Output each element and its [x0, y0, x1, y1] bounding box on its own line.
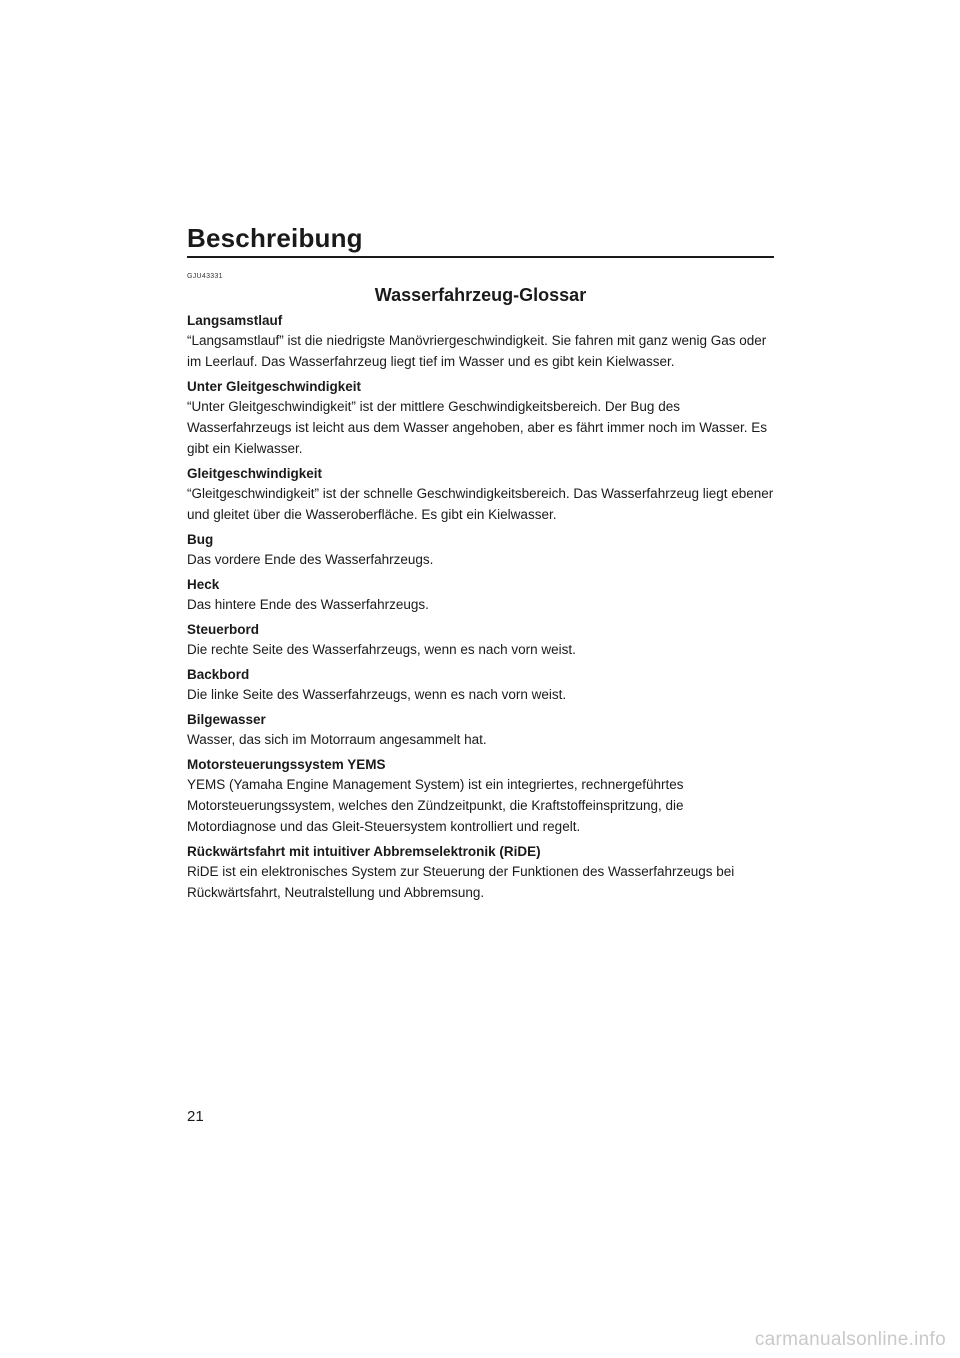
- glossary-definition: Das hintere Ende des Wasserfahrzeugs.: [187, 597, 429, 612]
- glossary-definition: “Gleitgeschwindigkeit” ist der schnelle Geschwindigkeitsbereich. Das Wasserfahrzeug liegt ebener und gleitet über die Wasseroberfläche. Es gibt ein Kielwasser.: [187, 486, 774, 522]
- glossary-term: Bug: [187, 532, 214, 547]
- glossary-entry: [187, 465, 774, 525]
- glossary-term: Rückwärtsfahrt mit intuitiver Abbremselektronik (RiDE): [187, 844, 541, 859]
- glossary-term: Backbord: [187, 667, 250, 682]
- glossary-entry: [187, 711, 774, 750]
- glossary-definition: YEMS (Yamaha Engine Management System) ist ein integriertes, rechnergeführtes Motorsteuerungssystem, welches den Zündzeitpunkt, die Kraftstoffeinspritzung, die Motordiagnose und das Gleit-Steuersystem kontrolliert und regelt.: [187, 777, 684, 834]
- page-header: [187, 222, 774, 258]
- glossary-entry: [187, 843, 774, 903]
- glossary-definition: “Unter Gleitgeschwindigkeit” ist der mittlere Geschwindigkeitsbereich. Der Bug des Wasserfahrzeugs ist leicht aus dem Wasser angehoben, aber es fährt immer noch im Wasser. Es gibt ein Kielwasser.: [187, 399, 767, 456]
- glossary-entry: [187, 531, 774, 570]
- glossary-term: Langsamstlauf: [187, 313, 283, 328]
- glossary-term: Steuerbord: [187, 622, 260, 637]
- glossary-term: Bilgewasser: [187, 712, 266, 727]
- header-divider: [187, 256, 774, 258]
- glossary-term: Heck: [187, 577, 220, 592]
- glossary-entry: [187, 576, 774, 615]
- glossary-definition: “Langsamstlauf” ist die niedrigste Manövriergeschwindigkeit. Sie fahren mit ganz wenig Gas oder im Leerlauf. Das Wasserfahrzeug liegt tief im Wasser und es gibt kein Kielwasser.: [187, 333, 767, 369]
- glossary-definition: RiDE ist ein elektronisches System zur Steuerung der Funktionen des Wasserfahrzeugs bei Rückwärtsfahrt, Neutralstellung und Abbremsung.: [187, 864, 735, 900]
- chapter-title: Beschreibung: [187, 223, 363, 253]
- section-title: Wasserfahrzeug-Glossar: [374, 285, 587, 305]
- section-code: GJU43331: [187, 273, 223, 280]
- glossary-entry: [187, 666, 774, 705]
- glossary-entry: [187, 312, 774, 372]
- glossary-definition: Die linke Seite des Wasserfahrzeugs, wenn es nach vorn weist.: [187, 687, 567, 702]
- glossary-entry: [187, 378, 774, 459]
- glossary-definition: Die rechte Seite des Wasserfahrzeugs, wenn es nach vorn weist.: [187, 642, 576, 657]
- glossary-term: Gleitgeschwindigkeit: [187, 466, 323, 481]
- glossary-entry: [187, 756, 774, 837]
- glossary-term: Unter Gleitgeschwindigkeit: [187, 379, 362, 394]
- glossary-section: [187, 272, 774, 909]
- page-number: 21: [187, 1108, 204, 1125]
- glossary-term: Motorsteuerungssystem YEMS: [187, 757, 386, 772]
- glossary-definition: Das vordere Ende des Wasserfahrzeugs.: [187, 552, 434, 567]
- glossary-entry: [187, 621, 774, 660]
- glossary-definition: Wasser, das sich im Motorraum angesammelt hat.: [187, 732, 487, 747]
- watermark-text: carmanualsonline.info: [754, 1329, 946, 1350]
